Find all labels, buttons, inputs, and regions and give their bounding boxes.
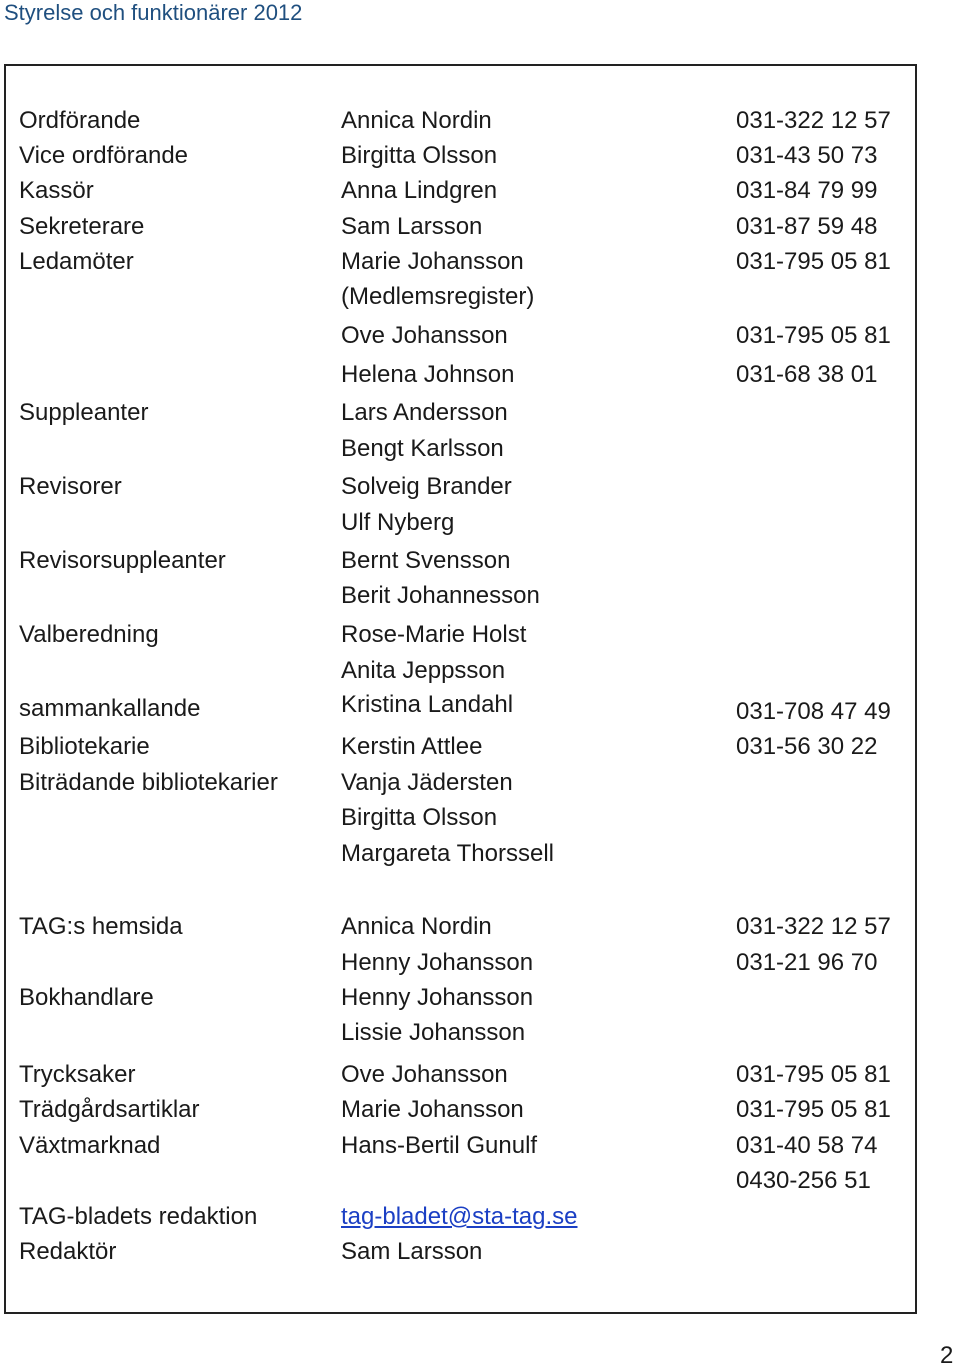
table-row bbox=[0, 947, 960, 979]
name-cell: Berit Johannesson bbox=[341, 582, 540, 609]
name-cell: Kerstin Attlee bbox=[341, 733, 483, 760]
table-row bbox=[0, 1094, 960, 1126]
table-row bbox=[0, 802, 960, 834]
name-cell: Birgitta Olsson bbox=[341, 804, 498, 831]
table-row bbox=[0, 211, 960, 243]
name-cell: Solveig Brander bbox=[341, 473, 512, 500]
role-cell: Sekreterare bbox=[19, 213, 145, 240]
name-cell: Sam Larsson bbox=[341, 213, 483, 240]
phone-cell: 031-43 50 73 bbox=[736, 142, 878, 169]
role-cell: sammankallande bbox=[19, 695, 201, 722]
role-cell: Revisorsuppleanter bbox=[19, 547, 226, 574]
role-cell: Ordförande bbox=[19, 107, 141, 134]
name-cell: Kristina Landahl bbox=[341, 691, 514, 718]
name-cell: Marie Johansson bbox=[341, 248, 524, 275]
phone-cell: 031-795 05 81 bbox=[736, 1096, 891, 1123]
table-row bbox=[0, 580, 960, 612]
name-cell: Anita Jeppsson bbox=[341, 657, 506, 684]
table-row bbox=[0, 140, 960, 172]
table-row bbox=[0, 507, 960, 539]
name-cell: Helena Johnson bbox=[341, 361, 515, 388]
table-row bbox=[0, 731, 960, 763]
role-cell: Biträdande bibliotekarier bbox=[19, 769, 278, 796]
phone-cell: 031-795 05 81 bbox=[736, 322, 891, 349]
name-cell: Ove Johansson bbox=[341, 322, 508, 349]
table-row bbox=[0, 1165, 960, 1197]
phone-cell: 031-21 96 70 bbox=[736, 949, 878, 976]
table-row bbox=[0, 911, 960, 943]
phone-cell: 031-84 79 99 bbox=[736, 177, 878, 204]
role-cell: Bokhandlare bbox=[19, 984, 154, 1011]
role-cell: Bibliotekarie bbox=[19, 733, 150, 760]
name-cell: Ulf Nyberg bbox=[341, 509, 455, 536]
name-cell: Vanja Jädersten bbox=[341, 769, 513, 796]
role-cell: Ledamöter bbox=[19, 248, 134, 275]
table-row bbox=[0, 433, 960, 465]
table-row bbox=[0, 1017, 960, 1049]
name-cell: Anna Lindgren bbox=[341, 177, 498, 204]
name-cell: Marie Johansson bbox=[341, 1096, 524, 1123]
table-row bbox=[0, 175, 960, 207]
name-cell: Annica Nordin bbox=[341, 107, 492, 134]
name-cell: Lars Andersson bbox=[341, 399, 508, 426]
table-row bbox=[0, 397, 960, 429]
table-row bbox=[0, 320, 960, 352]
name-cell: (Medlemsregister) bbox=[341, 283, 535, 310]
phone-cell: 031-322 12 57 bbox=[736, 913, 891, 940]
page-title: Styrelse och funktionärer 2012 bbox=[4, 0, 303, 25]
name-cell: Annica Nordin bbox=[341, 913, 492, 940]
role-cell: Trädgårdsartiklar bbox=[19, 1096, 200, 1123]
table-row bbox=[0, 1201, 960, 1233]
name-cell: Margareta Thorssell bbox=[341, 840, 554, 867]
phone-cell: 031-795 05 81 bbox=[736, 248, 891, 275]
table-row bbox=[0, 619, 960, 651]
role-cell: Kassör bbox=[19, 177, 94, 204]
role-cell: TAG-bladets redaktion bbox=[19, 1203, 258, 1230]
name-cell: Henny Johansson bbox=[341, 949, 534, 976]
table-row bbox=[0, 105, 960, 137]
table-row bbox=[0, 545, 960, 577]
email-link[interactable]: tag-bladet@sta-tag.se bbox=[341, 1203, 578, 1230]
phone-cell: 031-87 59 48 bbox=[736, 213, 878, 240]
role-cell: TAG:s hemsida bbox=[19, 913, 183, 940]
table-row bbox=[0, 246, 960, 278]
phone-cell: 0430-256 51 bbox=[736, 1167, 871, 1194]
table-row bbox=[0, 359, 960, 391]
name-cell: Rose-Marie Holst bbox=[341, 621, 527, 648]
table-row bbox=[0, 693, 960, 725]
role-cell: Revisorer bbox=[19, 473, 122, 500]
table-row bbox=[0, 838, 960, 870]
page-number: 2 bbox=[940, 1342, 954, 1369]
name-cell: Birgitta Olsson bbox=[341, 142, 498, 169]
name-cell: Ove Johansson bbox=[341, 1061, 508, 1088]
phone-cell: 031-795 05 81 bbox=[736, 1061, 891, 1088]
phone-cell: 031-708 47 49 bbox=[736, 698, 891, 725]
table-row bbox=[0, 1130, 960, 1162]
table-row bbox=[0, 1236, 960, 1268]
table-row bbox=[0, 281, 960, 313]
phone-cell: 031-56 30 22 bbox=[736, 733, 878, 760]
name-cell: Henny Johansson bbox=[341, 984, 534, 1011]
phone-cell: 031-68 38 01 bbox=[736, 361, 878, 388]
role-cell: Redaktör bbox=[19, 1238, 117, 1265]
table-row bbox=[0, 1059, 960, 1091]
table-row bbox=[0, 767, 960, 799]
table-row bbox=[0, 982, 960, 1014]
phone-cell: 031-40 58 74 bbox=[736, 1132, 878, 1159]
phone-cell: 031-322 12 57 bbox=[736, 107, 891, 134]
name-cell: Bernt Svensson bbox=[341, 547, 511, 574]
role-cell: Växtmarknad bbox=[19, 1132, 161, 1159]
name-cell: Lissie Johansson bbox=[341, 1019, 526, 1046]
table-row bbox=[0, 655, 960, 687]
role-cell: Valberedning bbox=[19, 621, 159, 648]
name-cell: Sam Larsson bbox=[341, 1238, 483, 1265]
table-row bbox=[0, 471, 960, 503]
role-cell: Suppleanter bbox=[19, 399, 149, 426]
role-cell: Vice ordförande bbox=[19, 142, 189, 169]
name-cell: Bengt Karlsson bbox=[341, 435, 504, 462]
role-cell: Trycksaker bbox=[19, 1061, 136, 1088]
name-cell: Hans-Bertil Gunulf bbox=[341, 1132, 538, 1159]
